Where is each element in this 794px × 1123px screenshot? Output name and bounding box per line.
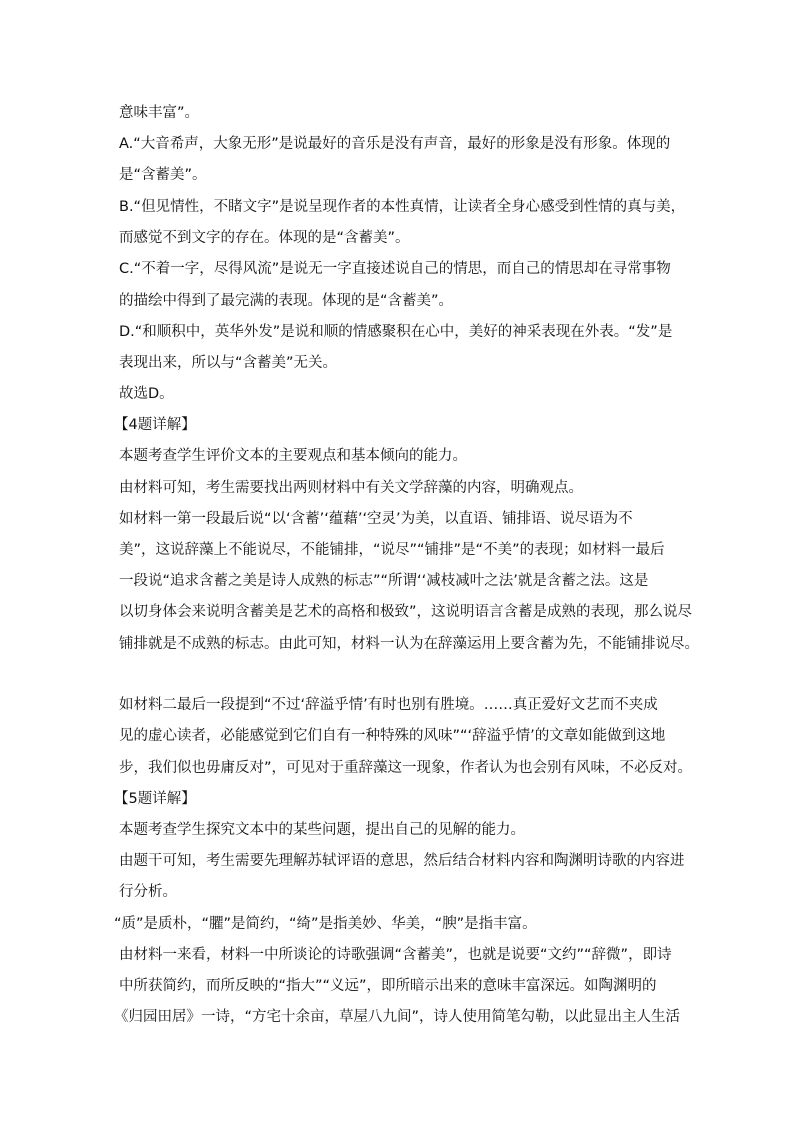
text-line: 以切身体会来说明含蓄美是艺术的高格和极致”，这说明语言含蓄是成熟的表现，那么说尽 xyxy=(119,604,693,620)
section-heading: 【5题详解】 xyxy=(114,791,196,807)
text-line: 步，我们似也毋庸反对”，可见对于重辞藻这一现象，作者认为也会别有风味，不必反对。 xyxy=(119,760,693,776)
text-line: 而感觉不到文字的存在。体现的是“含蓄美”。 xyxy=(119,230,410,246)
text-line: 行分析。 xyxy=(119,884,177,900)
text-line: D.“和顺积中，英华外发”是说和顺的情感聚积在心中，美好的神采表现在外表。“发”是 xyxy=(119,324,673,340)
text-line: 见的虚心读者，必能感觉到它们自有一种特殊的风味”“‘辞溢乎情’的文章如能做到这地 xyxy=(119,728,666,744)
section-heading: 【4题详解】 xyxy=(114,417,196,433)
text-line: 表现出来，所以与“含蓄美”无关。 xyxy=(119,355,338,371)
text-line: “质”是质朴，“臞”是简约，“绮”是指美妙、华美，“腴”是指丰富。 xyxy=(114,916,537,932)
text-line: 本题考查学生探究文本中的某些问题，提出自己的见解的能力。 xyxy=(119,822,525,838)
text-line: 铺排就是不成熟的标志。由此可知，材料一认为在辞藻运用上要含蓄为先，不能铺排说尽。 xyxy=(119,636,699,652)
text-line: 由材料一来看，材料一中所谈论的诗歌强调“含蓄美”，也就是说要“文约”“辞微”，即诗 xyxy=(119,947,672,963)
text-line: 如材料一第一段最后说“以‘含蓄’‘蕴藉’‘空灵’为美，以直语、铺排语、说尽语为不 xyxy=(119,511,633,527)
text-line: 如材料二最后一段提到“不过‘辞溢乎情’有时也别有胜境。……真正爱好文艺而不夹成 xyxy=(119,697,658,713)
text-line: 故选D。 xyxy=(119,386,174,402)
text-line: 由题干可知，考生需要先理解苏轼评语的意思，然后结合材料内容和陶渊明诗歌的内容进 xyxy=(119,853,685,869)
text-line: B.“但见情性，不睹文字”是说呈现作者的本性真情，让读者全身心感受到性情的真与美， xyxy=(119,199,686,215)
text-line: 由材料可知，考生需要找出两则材料中有关文学辞藻的内容，明确观点。 xyxy=(119,480,583,496)
text-line: 本题考查学生评价文本的主要观点和基本倾向的能力。 xyxy=(119,448,467,464)
text-line: A.“大音希声，大象无形”是说最好的音乐是没有声音，最好的形象是没有形象。体现的 xyxy=(119,136,671,152)
text-line: 美”，这说辞藻上不能说尽，不能铺排，“说尽”“铺排”是“不美”的表现；如材料一最后 xyxy=(119,542,665,558)
text-line: 《归园田居》一诗，“方宅十余亩，草屋八九间”，诗人使用简笔勾勒，以此显出主人生活 xyxy=(114,1009,681,1025)
text-line: 意味丰富”。 xyxy=(119,105,200,121)
text-line: 中所获简约，而所反映的“指大”“义远”，即所暗示出来的意味丰富深远。如陶渊明的 xyxy=(119,978,657,994)
text-line: C.“不着一字，尽得风流”是说无一字直接述说自己的情思，而自己的情思却在寻常事物 xyxy=(119,261,671,277)
text-line: 的描绘中得到了最完满的表现。体现的是“含蓄美”。 xyxy=(119,293,454,309)
text-line: 是“含蓄美”。 xyxy=(119,167,207,183)
text-line: 一段说“追求含蓄之美是诗人成熟的标志”“所谓‘‘减枝减叶之法’就是含蓄之法。这是 xyxy=(119,573,649,589)
